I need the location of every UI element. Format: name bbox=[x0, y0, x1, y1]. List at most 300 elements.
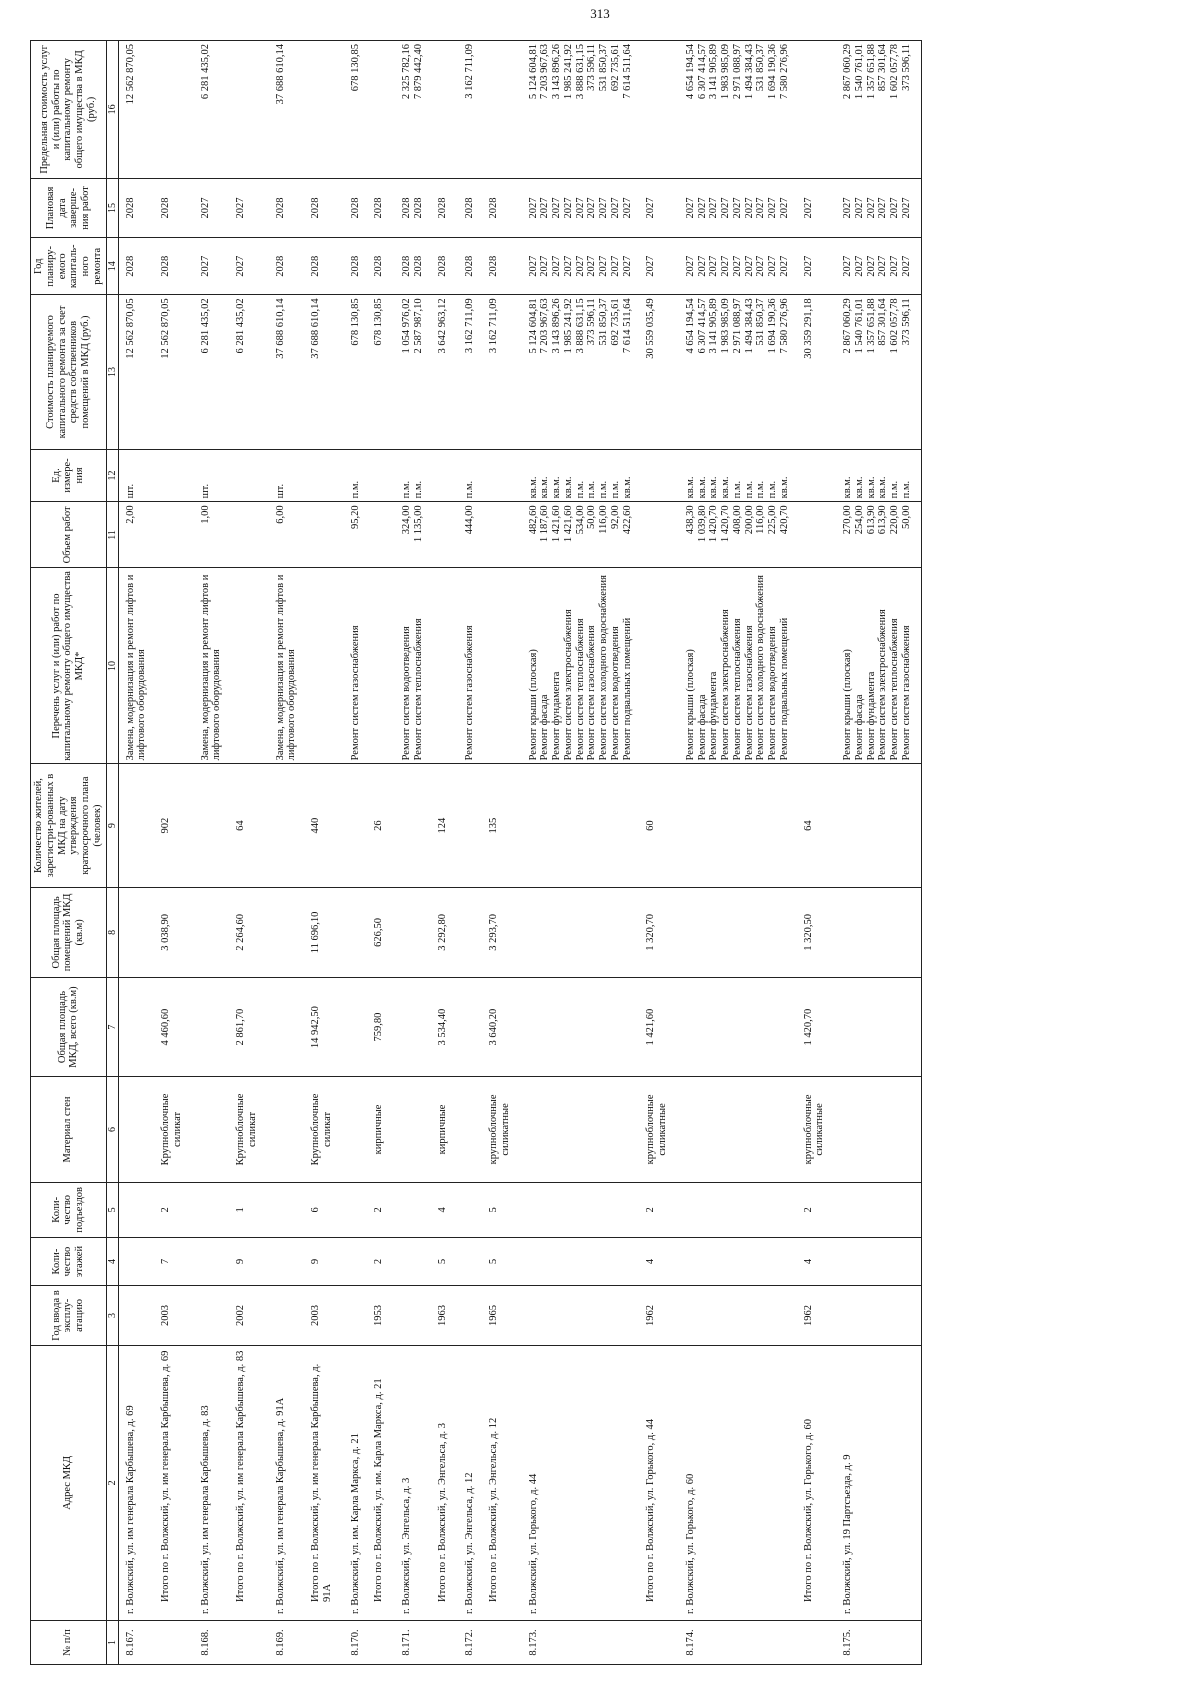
floors bbox=[231, 1237, 269, 1285]
planned-cost-item: 3 141 905,89 bbox=[708, 298, 720, 354]
work-volume-item: 95,20 bbox=[349, 505, 361, 530]
premises-area bbox=[641, 887, 679, 977]
unit-item: кв.м. bbox=[865, 476, 877, 499]
wall-material bbox=[344, 1077, 370, 1183]
repair-year-item: 2028 bbox=[349, 255, 361, 277]
completion-date-item: 2027 bbox=[551, 197, 563, 219]
work-volume-item: 422,60 bbox=[621, 505, 633, 535]
commission-year bbox=[269, 1286, 307, 1345]
unit bbox=[433, 449, 459, 502]
floors-text: 4 bbox=[802, 1258, 814, 1265]
unit-item: шт. bbox=[274, 483, 286, 499]
limit-cost-item: 7 203 967,63 bbox=[539, 44, 551, 100]
premises-area-text: 1 320,50 bbox=[802, 914, 814, 951]
total-area-text: 2 861,70 bbox=[235, 1008, 247, 1046]
row-number-text: 8.172. bbox=[464, 1629, 476, 1656]
works-list-item: Ремонт систем теплоснабжения bbox=[412, 618, 424, 761]
row-number bbox=[679, 1620, 799, 1664]
completion-date-item: 2027 bbox=[609, 197, 621, 219]
planned-cost-item: 7 580 276,96 bbox=[778, 298, 790, 354]
row-number bbox=[344, 1620, 370, 1664]
planned-cost bbox=[458, 295, 484, 449]
completion-date-item: 2028 bbox=[310, 197, 322, 219]
completion-date bbox=[118, 178, 156, 237]
works-list bbox=[194, 568, 232, 764]
planned-cost-item: 3 143 896,26 bbox=[551, 298, 563, 354]
planned-cost bbox=[395, 295, 433, 449]
works-list bbox=[799, 568, 837, 764]
commission-year bbox=[306, 1286, 344, 1345]
repair-plan-table bbox=[30, 40, 922, 1665]
repair-year-item: 2027 bbox=[696, 255, 708, 277]
work-volume bbox=[156, 502, 194, 568]
commission-year bbox=[799, 1286, 837, 1345]
planned-cost-item: 678 130,85 bbox=[373, 298, 385, 346]
completion-date-item: 2027 bbox=[235, 197, 247, 219]
limit-cost bbox=[194, 41, 232, 179]
entrances bbox=[156, 1182, 194, 1237]
unit-item: п.м. bbox=[755, 480, 767, 499]
rotated-table-container bbox=[30, 40, 1170, 1665]
planned-cost-item: 531 850,37 bbox=[598, 298, 610, 346]
limit-cost-item: 6 281 435,02 bbox=[199, 44, 211, 100]
works-list bbox=[118, 568, 156, 764]
planned-cost bbox=[269, 295, 307, 449]
wall-material bbox=[156, 1077, 194, 1183]
repair-year-item: 2027 bbox=[743, 255, 755, 277]
repair-year-item: 2028 bbox=[488, 255, 500, 277]
repair-year-item: 2028 bbox=[160, 255, 172, 277]
premises-area bbox=[458, 887, 484, 977]
completion-date bbox=[433, 178, 459, 237]
wall-material bbox=[836, 1077, 921, 1183]
total-area bbox=[679, 978, 799, 1077]
planned-cost bbox=[433, 295, 459, 449]
residents bbox=[194, 764, 232, 887]
work-volume-item: 1 039,80 bbox=[696, 505, 708, 543]
planned-cost-item: 1 694 190,36 bbox=[767, 298, 779, 354]
works-list-item: Ремонт систем холодного водоснабжения bbox=[755, 575, 767, 761]
limit-cost-item: 692 735,61 bbox=[609, 44, 621, 92]
work-volume-item: 613,90 bbox=[865, 505, 877, 535]
works-list-item: Ремонт фасада bbox=[696, 694, 708, 761]
planned-cost-item: 5 124 604,81 bbox=[527, 298, 539, 354]
unit-item: кв.м. bbox=[562, 476, 574, 499]
premises-area bbox=[118, 887, 156, 977]
row-number bbox=[194, 1620, 232, 1664]
work-volume bbox=[484, 502, 522, 568]
works-list-item: Ремонт систем электроснабжения bbox=[720, 609, 732, 761]
column-header: № п/п bbox=[31, 1620, 107, 1664]
total-row bbox=[484, 41, 522, 1665]
work-volume-item: 220,00 bbox=[889, 505, 901, 535]
repair-year bbox=[118, 238, 156, 295]
premises-area bbox=[522, 887, 642, 977]
entrances bbox=[344, 1182, 370, 1237]
planned-cost-item: 1 054 976,02 bbox=[401, 298, 413, 354]
repair-year bbox=[679, 238, 799, 295]
limit-cost-item: 7 879 442,40 bbox=[412, 44, 424, 100]
completion-date-item: 2027 bbox=[767, 197, 779, 219]
row-number bbox=[522, 1620, 642, 1664]
residents bbox=[395, 764, 433, 887]
address-text: г. Волжский, ул. Горького, д. 44 bbox=[527, 1473, 539, 1614]
work-volume bbox=[194, 502, 232, 568]
planned-cost bbox=[344, 295, 370, 449]
entrances-text: 4 bbox=[436, 1207, 448, 1213]
limit-cost-item: 1 357 651,88 bbox=[865, 44, 877, 100]
total-row bbox=[799, 41, 837, 1665]
works-list bbox=[306, 568, 344, 764]
completion-date bbox=[836, 178, 921, 237]
limit-cost bbox=[836, 41, 921, 179]
total-area bbox=[269, 978, 307, 1077]
limit-cost-item: 531 850,37 bbox=[755, 44, 767, 92]
column-number: 5 bbox=[106, 1182, 118, 1237]
row-number-text: 8.174. bbox=[684, 1629, 696, 1656]
limit-cost-item: 5 124 604,81 bbox=[527, 44, 539, 100]
works-list-item: Ремонт подвальных помещений bbox=[778, 617, 790, 761]
completion-date-item: 2027 bbox=[574, 197, 586, 219]
entrances-text: 6 bbox=[310, 1207, 322, 1213]
column-header: Плановая дата заверше-ния работ bbox=[31, 178, 107, 237]
limit-cost-item: 678 130,85 bbox=[349, 44, 361, 92]
limit-cost bbox=[306, 41, 344, 179]
column-number: 16 bbox=[106, 41, 118, 179]
works-list bbox=[231, 568, 269, 764]
planned-cost-item: 2 867 060,29 bbox=[842, 298, 854, 354]
column-header: Предельная стоимость услуг и (или) работы по капитальному ремонту общего имущества в МКД (руб.) bbox=[31, 41, 107, 179]
work-volume bbox=[344, 502, 370, 568]
works-list-item: Ремонт систем газоснабжения bbox=[349, 625, 361, 761]
total-area bbox=[156, 978, 194, 1077]
works-list bbox=[458, 568, 484, 764]
wall-material-text: Крупноблочные силикат bbox=[235, 1093, 258, 1166]
completion-date-item: 2027 bbox=[900, 197, 912, 219]
unit-item: п.м. bbox=[598, 480, 610, 499]
floors-text: 9 bbox=[235, 1258, 247, 1265]
total-area bbox=[231, 978, 269, 1077]
completion-date-item: 2027 bbox=[562, 197, 574, 219]
unit-item: п.м. bbox=[586, 480, 598, 499]
floors bbox=[395, 1237, 433, 1285]
wall-material bbox=[433, 1077, 459, 1183]
commission-year bbox=[484, 1286, 522, 1345]
address-text: г. Волжский, ул. 19 Партсъезда, д. 9 bbox=[842, 1454, 854, 1614]
completion-date-item: 2028 bbox=[412, 197, 424, 219]
work-volume bbox=[306, 502, 344, 568]
entrances-text: 2 bbox=[160, 1207, 172, 1213]
column-number: 8 bbox=[106, 887, 118, 977]
planned-cost bbox=[231, 295, 269, 449]
repair-year-item: 2027 bbox=[551, 255, 563, 277]
unit-item: п.м. bbox=[349, 480, 361, 499]
total-row bbox=[231, 41, 269, 1665]
row-number bbox=[118, 1620, 156, 1664]
column-number: 7 bbox=[106, 978, 118, 1077]
planned-cost-item: 692 735,61 bbox=[609, 298, 621, 346]
column-number: 14 bbox=[106, 238, 118, 295]
entrances-text: 2 bbox=[373, 1207, 385, 1213]
completion-date-item: 2027 bbox=[853, 197, 865, 219]
repair-year bbox=[433, 238, 459, 295]
unit bbox=[194, 449, 232, 502]
limit-cost-item: 1 494 384,43 bbox=[743, 44, 755, 100]
row-number bbox=[156, 1620, 194, 1664]
entrances-text: 2 bbox=[802, 1207, 814, 1213]
total-area bbox=[458, 978, 484, 1077]
completion-date-item: 2027 bbox=[199, 197, 211, 219]
row-number bbox=[484, 1620, 522, 1664]
planned-cost-item: 7 203 967,63 bbox=[539, 298, 551, 354]
unit-item: п.м. bbox=[731, 480, 743, 499]
commission-year-text: 1962 bbox=[802, 1305, 814, 1326]
completion-date-item: 2028 bbox=[124, 197, 136, 219]
unit bbox=[799, 449, 837, 502]
works-list-item: Ремонт систем теплоснабжения bbox=[889, 618, 901, 761]
commission-year bbox=[231, 1286, 269, 1345]
works-list bbox=[395, 568, 433, 764]
row-number bbox=[458, 1620, 484, 1664]
completion-date-item: 2028 bbox=[349, 197, 361, 219]
limit-cost-item: 857 301,64 bbox=[877, 44, 889, 92]
completion-date-item: 2027 bbox=[889, 197, 901, 219]
column-number: 11 bbox=[106, 502, 118, 568]
planned-cost-item: 6 281 435,02 bbox=[199, 298, 211, 354]
work-volume-item: 420,70 bbox=[778, 505, 790, 535]
house-row bbox=[522, 41, 642, 1665]
limit-cost-item: 2 867 060,29 bbox=[842, 44, 854, 100]
limit-cost-item: 373 596,11 bbox=[586, 44, 598, 91]
repair-year bbox=[231, 238, 269, 295]
commission-year bbox=[118, 1286, 156, 1345]
completion-date-item: 2027 bbox=[720, 197, 732, 219]
completion-date bbox=[269, 178, 307, 237]
unit bbox=[118, 449, 156, 502]
address-text: Итого по г. Волжский, ул. им генерала Карбышева, д. 83 bbox=[235, 1350, 247, 1602]
residents bbox=[231, 764, 269, 887]
work-volume-item: 1 421,60 bbox=[562, 505, 574, 543]
commission-year bbox=[395, 1286, 433, 1345]
commission-year-text: 1965 bbox=[488, 1305, 500, 1326]
work-volume bbox=[118, 502, 156, 568]
row-number-text: 8.168. bbox=[199, 1629, 211, 1656]
address bbox=[194, 1345, 232, 1620]
works-list-item: Ремонт систем теплоснабжения bbox=[731, 618, 743, 761]
floors bbox=[679, 1237, 799, 1285]
column-header: Перечень услуг и (или) работ по капитальному ремонту общего имущества МКД* bbox=[31, 568, 107, 764]
completion-date bbox=[344, 178, 370, 237]
floors bbox=[522, 1237, 642, 1285]
repair-year-item: 2027 bbox=[842, 255, 854, 277]
completion-date-item: 2027 bbox=[842, 197, 854, 219]
repair-year-item: 2027 bbox=[865, 255, 877, 277]
residents bbox=[836, 764, 921, 887]
limit-cost-item: 6 307 414,57 bbox=[696, 44, 708, 100]
unit-item: п.м. bbox=[743, 480, 755, 499]
commission-year bbox=[641, 1286, 679, 1345]
address-text: г. Волжский, ул. им. Карла Маркса, д. 21 bbox=[349, 1433, 361, 1614]
residents-text: 64 bbox=[235, 820, 247, 831]
row-number-text: 8.175. bbox=[842, 1629, 854, 1656]
floors bbox=[306, 1237, 344, 1285]
entrances-text: 1 bbox=[235, 1207, 247, 1213]
floors-text: 4 bbox=[645, 1258, 657, 1265]
planned-cost-item: 37 688 610,14 bbox=[310, 298, 322, 359]
wall-material-text: кирпичные bbox=[373, 1104, 385, 1155]
works-list-item: Ремонт систем водоотведения bbox=[609, 626, 621, 761]
unit-item: кв.м. bbox=[551, 476, 563, 499]
work-volume bbox=[269, 502, 307, 568]
commission-year bbox=[433, 1286, 459, 1345]
repair-year-item: 2027 bbox=[598, 255, 610, 277]
column-header: Общая площадь МКД, всего (кв.м) bbox=[31, 978, 107, 1077]
planned-cost-item: 37 688 610,14 bbox=[274, 298, 286, 359]
completion-date bbox=[679, 178, 799, 237]
repair-year-item: 2027 bbox=[755, 255, 767, 277]
work-volume bbox=[836, 502, 921, 568]
address bbox=[433, 1345, 459, 1620]
planned-cost-item: 12 562 870,05 bbox=[124, 298, 136, 359]
residents bbox=[156, 764, 194, 887]
unit-item: шт. bbox=[199, 483, 211, 499]
commission-year bbox=[344, 1286, 370, 1345]
unit-item: п.м. bbox=[412, 480, 424, 499]
limit-cost-item: 37 688 610,14 bbox=[274, 44, 286, 105]
work-volume bbox=[231, 502, 269, 568]
repair-year bbox=[395, 238, 433, 295]
completion-date-item: 2027 bbox=[621, 197, 633, 219]
entrances bbox=[679, 1182, 799, 1237]
floors bbox=[344, 1237, 370, 1285]
work-volume-item: 1 421,60 bbox=[551, 505, 563, 543]
floors bbox=[836, 1237, 921, 1285]
row-number bbox=[306, 1620, 344, 1664]
address bbox=[369, 1345, 395, 1620]
unit bbox=[679, 449, 799, 502]
works-list bbox=[433, 568, 459, 764]
premises-area bbox=[194, 887, 232, 977]
premises-area bbox=[799, 887, 837, 977]
entrances bbox=[194, 1182, 232, 1237]
total-area bbox=[118, 978, 156, 1077]
address bbox=[118, 1345, 156, 1620]
limit-cost-item: 2 971 088,97 bbox=[731, 44, 743, 100]
address-text: г. Волжский, ул. Горького, д. 60 bbox=[684, 1473, 696, 1614]
column-number: 12 bbox=[106, 449, 118, 502]
entrances bbox=[369, 1182, 395, 1237]
address-text: г. Волжский, ул. Энгельса, д. 12 bbox=[464, 1472, 476, 1614]
address-text: Итого по г. Волжский, ул. им генерала Карбышева, д. 69 bbox=[160, 1350, 172, 1602]
unit-item: шт. bbox=[124, 483, 136, 499]
unit-item: п.м. bbox=[767, 480, 779, 499]
work-volume bbox=[679, 502, 799, 568]
works-list-item: Ремонт фундамента bbox=[708, 671, 720, 761]
works-list-item: Замена, модернизация и ремонт лифтов и лифтового оборудования bbox=[274, 574, 298, 761]
planned-cost-item: 1 983 985,09 bbox=[720, 298, 732, 354]
wall-material bbox=[395, 1077, 433, 1183]
total-area bbox=[433, 978, 459, 1077]
work-volume-item: 438,30 bbox=[684, 505, 696, 535]
work-volume bbox=[799, 502, 837, 568]
completion-date-item: 2027 bbox=[598, 197, 610, 219]
works-list bbox=[344, 568, 370, 764]
limit-cost bbox=[369, 41, 395, 179]
limit-cost bbox=[458, 41, 484, 179]
repair-year bbox=[641, 238, 679, 295]
column-header: Материал стен bbox=[31, 1077, 107, 1183]
column-number: 6 bbox=[106, 1077, 118, 1183]
planned-cost bbox=[484, 295, 522, 449]
wall-material-text: Крупноблочные силикат bbox=[310, 1093, 333, 1166]
total-area-text: 759,80 bbox=[373, 1012, 385, 1042]
repair-year-item: 2027 bbox=[539, 255, 551, 277]
address bbox=[522, 1345, 642, 1620]
works-list-item: Ремонт систем теплоснабжения bbox=[574, 618, 586, 761]
premises-area bbox=[679, 887, 799, 977]
total-area bbox=[836, 978, 921, 1077]
planned-cost-item: 1 494 384,43 bbox=[743, 298, 755, 354]
planned-cost-item: 3 162 711,09 bbox=[488, 298, 500, 354]
limit-cost-item: 2 325 782,16 bbox=[401, 44, 413, 100]
work-volume bbox=[641, 502, 679, 568]
completion-date bbox=[231, 178, 269, 237]
repair-year-item: 2028 bbox=[412, 255, 424, 277]
planned-cost-item: 30 359 291,18 bbox=[802, 298, 814, 359]
works-list bbox=[484, 568, 522, 764]
planned-cost-item: 12 562 870,05 bbox=[160, 298, 172, 359]
column-header: Год ввода в эксплу-атацию bbox=[31, 1286, 107, 1345]
repair-year-item: 2027 bbox=[708, 255, 720, 277]
completion-date-item: 2027 bbox=[731, 197, 743, 219]
limit-cost bbox=[344, 41, 370, 179]
repair-year bbox=[522, 238, 642, 295]
header-row bbox=[31, 41, 107, 1665]
entrances bbox=[118, 1182, 156, 1237]
row-number bbox=[641, 1620, 679, 1664]
works-list-item: Ремонт систем водоотведения bbox=[767, 626, 779, 761]
works-list bbox=[369, 568, 395, 764]
repair-year-item: 2027 bbox=[877, 255, 889, 277]
limit-cost-item: 3 888 631,15 bbox=[574, 44, 586, 100]
limit-cost-item: 531 850,37 bbox=[598, 44, 610, 92]
column-header: Количество жителей, зарегистри-рованных в МКД на дату утверждения краткосрочного плана (человек) bbox=[31, 764, 107, 887]
works-list-item: Ремонт крыши (плоская) bbox=[684, 649, 696, 761]
planned-cost-item: 4 654 194,54 bbox=[684, 298, 696, 354]
limit-cost bbox=[799, 41, 837, 179]
column-number: 15 bbox=[106, 178, 118, 237]
planned-cost-item: 30 559 035,49 bbox=[645, 298, 657, 359]
floors-text: 7 bbox=[160, 1258, 172, 1265]
completion-date-item: 2027 bbox=[802, 197, 814, 219]
unit-item: кв.м. bbox=[720, 476, 732, 499]
entrances bbox=[395, 1182, 433, 1237]
unit bbox=[836, 449, 921, 502]
work-volume-item: 1,00 bbox=[199, 505, 211, 524]
limit-cost bbox=[269, 41, 307, 179]
repair-year-item: 2027 bbox=[199, 255, 211, 277]
planned-cost-item: 3 888 631,15 bbox=[574, 298, 586, 354]
column-number-row bbox=[106, 41, 118, 1665]
total-row bbox=[156, 41, 194, 1665]
total-area-text: 14 942,50 bbox=[310, 1006, 322, 1049]
residents-text: 64 bbox=[802, 820, 814, 831]
table-body bbox=[118, 41, 921, 1665]
planned-cost-item: 373 596,11 bbox=[900, 298, 912, 346]
repair-year bbox=[269, 238, 307, 295]
planned-cost-item: 6 307 414,57 bbox=[696, 298, 708, 354]
entrances bbox=[458, 1182, 484, 1237]
